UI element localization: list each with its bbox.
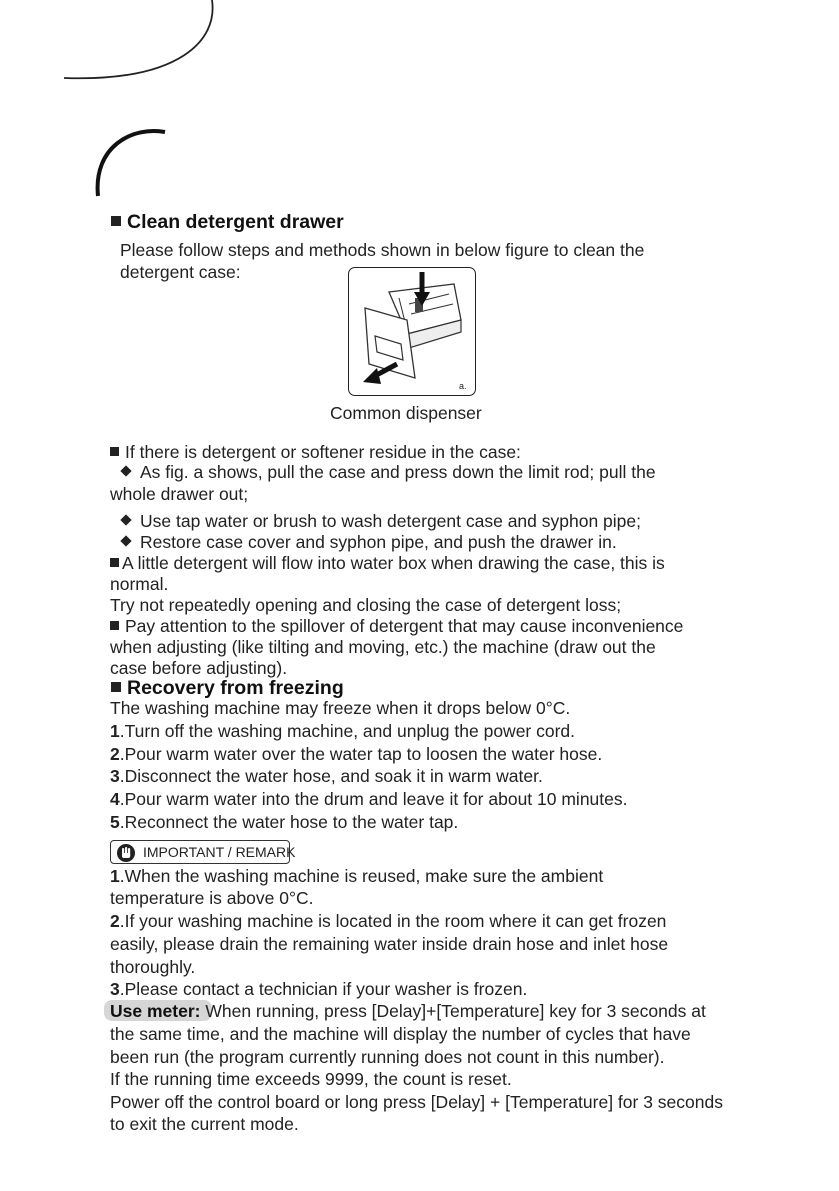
dispenser-figure: [348, 267, 476, 396]
bullet-item: Restore case cover and syphon pipe, and push the drawer in.: [122, 532, 617, 553]
bullet-item: Use tap water or brush to wash detergent case and syphon pipe;: [122, 511, 641, 532]
remark-item: 3.Please contact a technician if your washer is frozen.: [110, 979, 528, 999]
freezing-step: 5.Reconnect the water hose to the water tap.: [110, 812, 459, 832]
meter-line: the same time, and the machine will display the number of cycles that have: [110, 1024, 691, 1044]
important-remark-box: [110, 840, 296, 864]
decorative-arc-left: [88, 126, 178, 206]
bullet-item: As fig. a shows, pull the case and press down the limit rod; pull the: [122, 462, 656, 483]
bullet-item-continued: whole drawer out;: [110, 484, 249, 504]
figure-caption: Common dispenser: [330, 403, 482, 423]
figure-label: a.: [459, 381, 467, 391]
freezing-step: 2.Pour warm water over the water tap to loosen the water hose.: [110, 744, 603, 764]
meter-line: Use meter: When running, press [Delay]+[Temperature] key for 3 seconds at: [110, 1001, 706, 1021]
remark-item: 2.If your washing machine is located in the room where it can get frozen: [110, 911, 667, 931]
remark-item: 1.When the washing machine is reused, make sure the ambient: [110, 866, 604, 886]
meter-line: been run (the program currently running does not count in this number).: [110, 1047, 665, 1067]
important-label: IMPORTANT / REMARK: [143, 844, 296, 860]
remark-item-continued: temperature is above 0°C.: [110, 888, 314, 908]
freezing-intro: The washing machine may freeze when it drops below 0°C.: [110, 698, 571, 718]
note-item-continued: when adjusting (like tilting and moving, etc.) the machine (draw out the: [110, 637, 656, 657]
remark-item-continued: easily, please drain the remaining water inside drain hose and inlet hose: [110, 934, 669, 954]
meter-line: Power off the control board or long press [Delay] + [Temperature] for 3 seconds: [110, 1092, 723, 1112]
freezing-step: 1.Turn off the washing machine, and unplug the power cord.: [110, 721, 576, 741]
remark-item-continued: thoroughly.: [110, 957, 196, 977]
intro-line: detergent case:: [120, 262, 241, 282]
freezing-step: 3.Disconnect the water hose, and soak it in warm water.: [110, 766, 543, 786]
meter-line: If the running time exceeds 9999, the count is reset.: [110, 1069, 512, 1089]
note-item: Pay attention to the spillover of detergent that may cause inconvenience: [110, 616, 683, 637]
section-heading-drawer: Clean detergent drawer: [111, 211, 344, 234]
note-item: A little detergent will flow into water box when drawing the case, this is: [110, 553, 665, 574]
section-heading-freezing: Recovery from freezing: [111, 677, 344, 700]
note-item-continued: Try not repeatedly opening and closing the case of detergent loss;: [110, 595, 622, 615]
dispenser-drawer-illustration: [349, 268, 475, 394]
residue-title: If there is detergent or softener residue in the case:: [110, 442, 521, 463]
note-item-continued: normal.: [110, 574, 169, 594]
decorative-arc-top: [0, 0, 230, 100]
meter-line: to exit the current mode.: [110, 1114, 299, 1134]
freezing-step: 4.Pour warm water into the drum and leave it for about 10 minutes.: [110, 789, 628, 809]
stop-hand-icon: [116, 843, 136, 863]
intro-line: Please follow steps and methods shown in below figure to clean the: [120, 240, 645, 260]
note-item-continued: case before adjusting).: [110, 658, 288, 678]
